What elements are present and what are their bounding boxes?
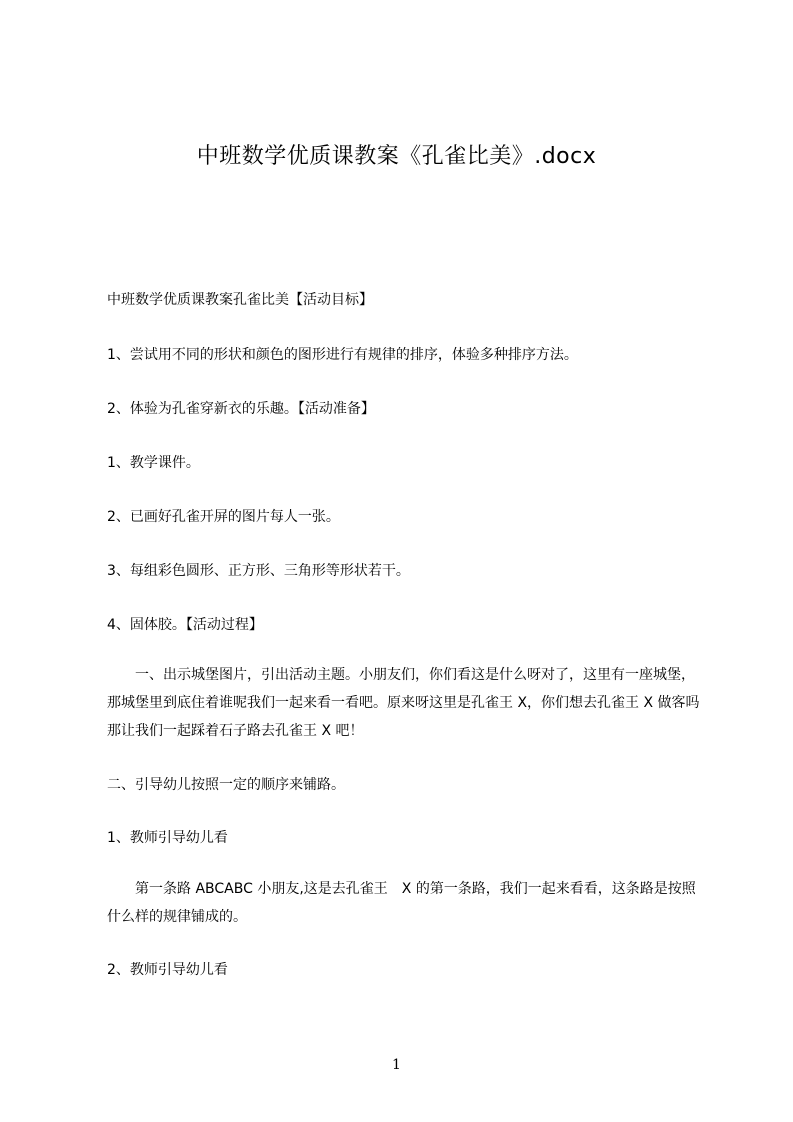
paragraph-activity-goals: 中班数学优质课教案孔雀比美【活动目标】 [107,292,373,308]
paragraph-first-road: 第一条路 ABCABC 小朋友,这是去孔雀王 X 的第一条路，我们一起来看看，这条路是按照什么样的规律铺成的。 [107,881,696,925]
paragraph-teacher-guide-1: 1、教师引导幼儿看 [107,830,228,846]
paragraph-teacher-guide-2: 2、教师引导幼儿看 [107,962,228,978]
paragraph-process-1: 一、出示城堡图片，引出活动主题。小朋友们，你们看这是什么呀对了，这里有一座城堡，那城堡里到底住着谁呢我们一起来看一看吧。原来呀这里是孔雀王 X，你们想去孔雀王 X 做客吗那让我们一起踩着石子路去孔雀王 X 吧！ [107,667,700,739]
paragraph-prep-3: 3、每组彩色圆形、正方形、三角形等形状若干。 [107,563,410,579]
paragraph-process-2: 二、引导幼儿按照一定的顺序来铺路。 [107,777,345,793]
page-number: 1 [392,1057,401,1073]
paragraph-prep-1: 1、教学课件。 [107,455,200,471]
paragraph-goal-1: 1、尝试用不同的形状和颜色的图形进行有规律的排序，体验多种排序方法。 [107,347,578,363]
document-title: 中班数学优质课教案《孔雀比美》.docx [196,144,597,169]
paragraph-prep-2: 2、已画好孔雀开屏的图片每人一张。 [107,509,340,525]
paragraph-goal-2: 2、体验为孔雀穿新衣的乐趣。【活动准备】 [107,401,375,417]
paragraph-prep-4: 4、固体胶。【活动过程】 [107,617,263,633]
